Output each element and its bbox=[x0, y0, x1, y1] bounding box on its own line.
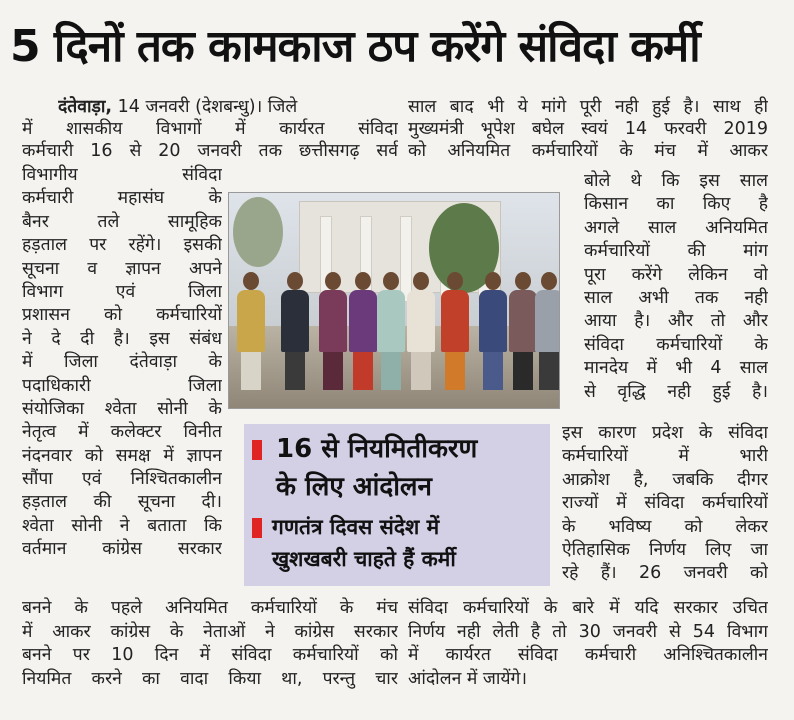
col1-line: कर्मचारी महासंघ के bbox=[22, 188, 222, 209]
red-bullet-icon bbox=[252, 440, 262, 460]
callout-box bbox=[244, 424, 550, 586]
col1-narrow bbox=[22, 164, 222, 562]
col2-line: पूरा करेंगे लेकिन वो bbox=[584, 264, 768, 285]
col2-line: निर्णय नही लेती है तो 30 जनवरी से 54 विभाग bbox=[408, 621, 768, 642]
callout-line-2: के लिए आंदोलन bbox=[276, 472, 432, 502]
col2-line: आया है। और तो और bbox=[584, 311, 768, 332]
col2-line: ऐतिहासिक निर्णय लिए जा bbox=[562, 539, 768, 560]
col2-line: कर्मचारियों की मांग bbox=[584, 241, 768, 262]
dateline-place: दंतेवाड़ा, bbox=[58, 97, 113, 117]
dateline bbox=[58, 96, 398, 118]
callout-line-1: 16 से नियमितीकरण bbox=[276, 434, 478, 464]
col1-line: बैनर तले सामूहिक bbox=[22, 211, 222, 232]
col2-narrow-a bbox=[584, 170, 768, 404]
col1-line: हड़ताल पर रहेंगे। इसकी bbox=[22, 235, 222, 256]
col1-line: संयोजिका श्वेता सोनी के bbox=[22, 398, 222, 419]
col1-line: प्रशासन को कर्मचारियों bbox=[22, 305, 222, 326]
dateline-rest: 14 जनवरी (देशबन्धु)। जिले bbox=[112, 97, 298, 117]
col1-line: विभाग एवं जिला bbox=[22, 281, 222, 302]
col2-line: राज्यों में संविदा कर्मचारियों bbox=[562, 493, 768, 514]
col1-line: कर्मचारी 16 से 20 जनवरी तक छत्तीसगढ़ सर्व bbox=[22, 141, 398, 161]
col2-line: अगले साल अनियमित bbox=[584, 217, 768, 238]
col2-line: कर्मचारियों में भारी bbox=[562, 446, 768, 467]
col2-line: मानदेय में भी 4 साल bbox=[584, 358, 768, 379]
photo-tree bbox=[233, 197, 283, 267]
col1-line: नियमित करने का वादा किया था, परन्तु चार bbox=[22, 668, 398, 689]
col2-line: मुख्यमंत्री भूपेश बघेल स्वयं 14 फरवरी 2019 bbox=[408, 119, 768, 139]
news-photo bbox=[228, 192, 560, 409]
col2-line: संविदा कर्मचारियों के bbox=[584, 334, 768, 355]
col2-line: साल बाद भी ये मांगे पूरी नही हुई है। साथ ही bbox=[408, 97, 768, 117]
col2-line: से वृद्धि नही हुई है। bbox=[584, 381, 768, 402]
col1-wide-a bbox=[22, 118, 398, 162]
col1-line: श्वेता सोनी ने बताता कि bbox=[22, 515, 222, 536]
col2-line: को अनियमित कर्मचारियों के मंच में आकर bbox=[408, 141, 768, 161]
col1-line: बनने पर 10 दिन में संविदा कर्मचारियों को bbox=[22, 645, 398, 665]
col2-line: किसान का किए है bbox=[584, 194, 768, 215]
col1-line: हड़ताल की सूचना दी। bbox=[22, 492, 222, 513]
col2-line: इस कारण प्रदेश के संविदा bbox=[562, 423, 768, 443]
col1-line: में आकर कांग्रेस के नेताओं ने कांग्रेस सरकार bbox=[22, 621, 398, 642]
col1-line: सौंपा एवं निश्चितकालीन bbox=[22, 469, 222, 490]
col2-narrow-b bbox=[562, 422, 768, 586]
headline: 5 दिनों तक कामकाज ठप करेंगे संविदा कर्मी bbox=[10, 21, 700, 72]
col1-line: विभागीय संविदा bbox=[22, 165, 222, 185]
callout-line-4: खुशखबरी चाहते हैं कर्मी bbox=[272, 547, 456, 571]
col1-line: वर्तमान कांग्रेस सरकार bbox=[22, 539, 222, 560]
col2-line: संविदा कर्मचारियों के बारे में यदि सरकार उचित bbox=[408, 598, 768, 618]
col2-line: साल अभी तक नही bbox=[584, 287, 768, 308]
col1-line: में शासकीय विभागों में कार्यरत संविदा bbox=[22, 119, 398, 139]
col2-wide-a bbox=[408, 96, 768, 162]
col2-line: आक्रोश है, जबकि दीगर bbox=[562, 469, 768, 490]
col1-line: पदाधिकारी जिला bbox=[22, 375, 222, 396]
col1-line: नेतृत्व में कलेक्टर विनीत bbox=[22, 422, 222, 443]
col1-line: ने दे दी है। इस संबंध bbox=[22, 328, 222, 349]
col2-wide-b bbox=[408, 597, 768, 691]
col1-line: बनने के पहले अनियमित कर्मचारियों के मंच bbox=[22, 598, 398, 618]
col1-wide-b bbox=[22, 597, 398, 691]
col1-line: में जिला दंतेवाड़ा के bbox=[22, 352, 222, 373]
col2-line: बोले थे कि इस साल bbox=[584, 171, 768, 191]
col1-line: नंदनवार को समक्ष में ज्ञापन bbox=[22, 445, 222, 466]
red-bullet-icon bbox=[252, 518, 262, 538]
callout-line-3: गणतंत्र दिवस संदेश में bbox=[272, 515, 440, 539]
col2-line: रहे हैं। 26 जनवरी को bbox=[562, 563, 768, 584]
col1-top bbox=[58, 96, 398, 118]
col2-line: आंदोलन में जायेंगे। bbox=[408, 668, 528, 689]
col1-line: सूचना व ज्ञापन अपने bbox=[22, 258, 222, 279]
col2-line: में कार्यरत संविदा कर्मचारी अनिश्चितकालीन bbox=[408, 645, 768, 665]
col2-line: के भविष्य को लेकर bbox=[562, 516, 768, 537]
